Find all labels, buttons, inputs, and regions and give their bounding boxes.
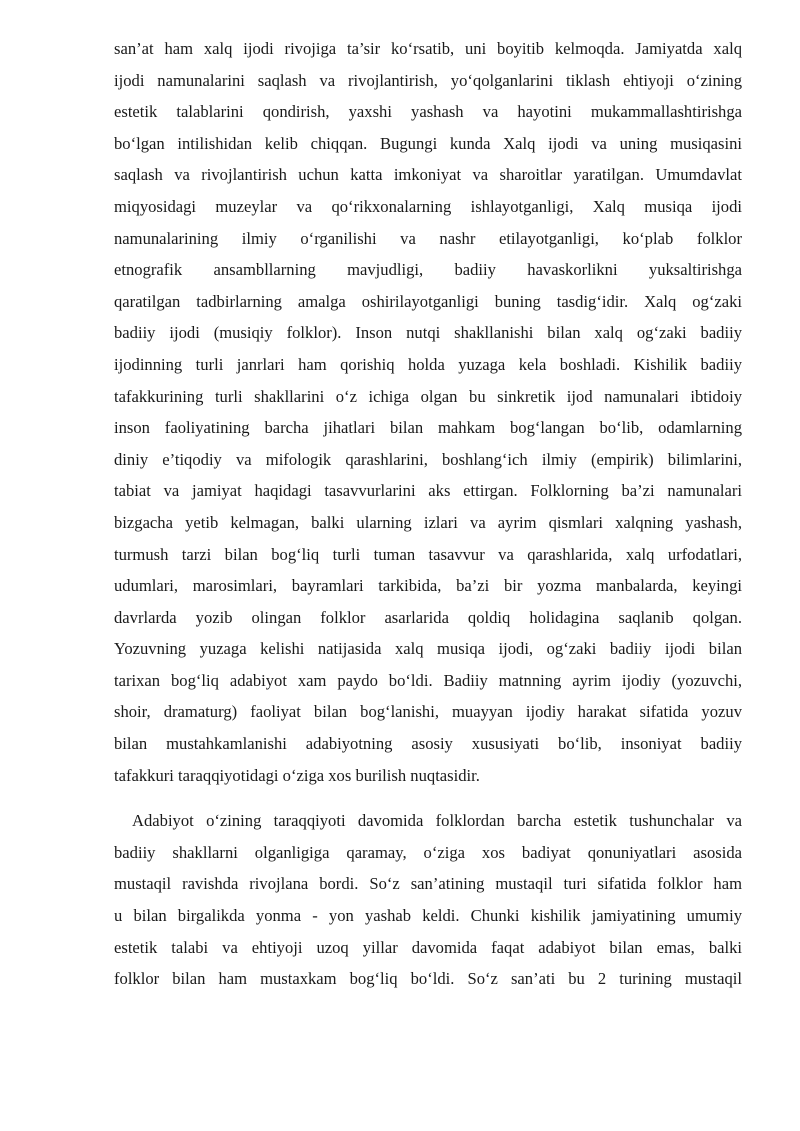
- text-line: davrlarda yozib olingan folklor asarlarida qoldiq holidagina saqlanib qolgan.: [114, 607, 742, 627]
- text-line: folklor bilan ham mustaxkam bog‘liq bo‘ldi. So‘z san’ati bu 2 turining mustaqil: [114, 969, 742, 989]
- text-line: etnografik ansambllarning mavjudligi, badiiy havaskorlikni yuksaltirishga: [114, 260, 742, 280]
- text-line: tafakkuri taraqqiyotidagi o‘ziga xos burilish nuqtasidir.: [114, 765, 480, 785]
- text-line: tafakkurining turli shakllarini o‘z ichiga olgan bu sinkretik ijod namunalari ibtidoiy: [114, 386, 742, 406]
- text-line: ijodinning turli janrlari ham qorishiq holda yuzaga kela boshladi. Kishilik badiiy: [114, 354, 742, 374]
- text-line: estetik talabi va ehtiyoji uzoq yillar davomida faqat adabiyot bilan emas, balki: [114, 937, 742, 957]
- text-line: badiiy ijodi (musiqiy folklor). Inson nutqi shakllanishi bilan xalq og‘zaki badiiy: [114, 323, 742, 343]
- text-line: miqyosidagi muzeylar va qo‘rikxonalarning ishlayotganligi, Xalq musiqa ijodi: [114, 196, 742, 216]
- text-line: bizgacha yetib kelmagan, balki ularning izlari va ayrim qismlari xalqning yashash,: [114, 512, 742, 532]
- text-line: ijodi namunalarini saqlash va rivojlantirish, yo‘qolganlarini tiklash ehtiyoji o‘zining: [114, 70, 742, 90]
- text-line: bilan mustahkamlanishi adabiyotning asosiy xususiyati bo‘lib, insoniyat badiiy: [114, 734, 742, 754]
- text-line: bo‘lgan intilishidan kelib chiqqan. Bugungi kunda Xalq ijodi va uning musiqasini: [114, 133, 742, 153]
- text-line: badiiy shakllarni olganligiga qaramay, o‘ziga xos badiyat qonuniyatlari asosida: [114, 842, 742, 862]
- text-line: Yozuvning yuzaga kelishi natijasida xalq musiqa ijodi, og‘zaki badiiy ijodi bilan: [114, 639, 742, 659]
- paragraph-2: [114, 805, 742, 995]
- text-line: san’at ham xalq ijodi rivojiga ta’sir ko‘rsatib, uni boyitib kelmoqda. Jamiyatda xalq: [114, 39, 742, 58]
- text-line: Adabiyot o‘zining taraqqiyoti davomida folklordan barcha estetik tushunchalar va: [132, 811, 742, 831]
- text-line: mustaqil ravishda rivojlana bordi. So‘z san’atining mustaqil turi sifatida folklor ham: [114, 874, 742, 894]
- text-line: udumlari, marosimlari, bayramlari tarkibida, ba’zi bir yozma manbalarda, keyingi: [114, 576, 742, 596]
- text-line: namunalarining ilmiy o‘rganilishi va nashr etilayotganligi, ko‘plab folklor: [114, 228, 742, 248]
- text-line: qaratilgan tadbirlarning amalga oshirilayotganligi buning tasdig‘idir. Xalq og‘zaki: [114, 291, 742, 311]
- text-line: tarixan bog‘liq adabiyot xam paydo bo‘ldi. Badiiy matnning ayrim ijodiy (yozuvchi,: [114, 670, 742, 690]
- text-line: tabiat va jamiyat haqidagi tasavvurlarini aks ettirgan. Folklorning ba’zi namunalari: [114, 481, 742, 501]
- paragraph-1: [114, 33, 742, 791]
- text-line: inson faoliyatining barcha jihatlari bilan mahkam bog‘langan bo‘lib, odamlarning: [114, 418, 742, 438]
- document-page: [114, 33, 742, 995]
- text-line: u bilan birgalikda yonma - yon yashab keldi. Chunki kishilik jamiyatining umumiy: [114, 906, 742, 926]
- paragraph-spacer: [114, 791, 742, 805]
- text-line: saqlash va rivojlantirish uchun katta imkoniyat va sharoitlar yaratilgan. Umumdavlat: [114, 165, 742, 185]
- text-line: diniy e’tiqodiy va mifologik qarashlarini, boshlang‘ich ilmiy (empirik) bilimlarini,: [114, 449, 742, 469]
- text-line: estetik talablarini qondirish, yaxshi yashash va hayotini mukammallashtirishga: [114, 102, 742, 122]
- text-line: turmush tarzi bilan bog‘liq turli tuman tasavvur va qarashlarida, xalq urfodatlari,: [114, 544, 742, 564]
- text-line: shoir, dramaturg) faoliyat bilan bog‘lanishi, muayyan ijodiy harakat sifatida yozuv: [114, 702, 742, 722]
